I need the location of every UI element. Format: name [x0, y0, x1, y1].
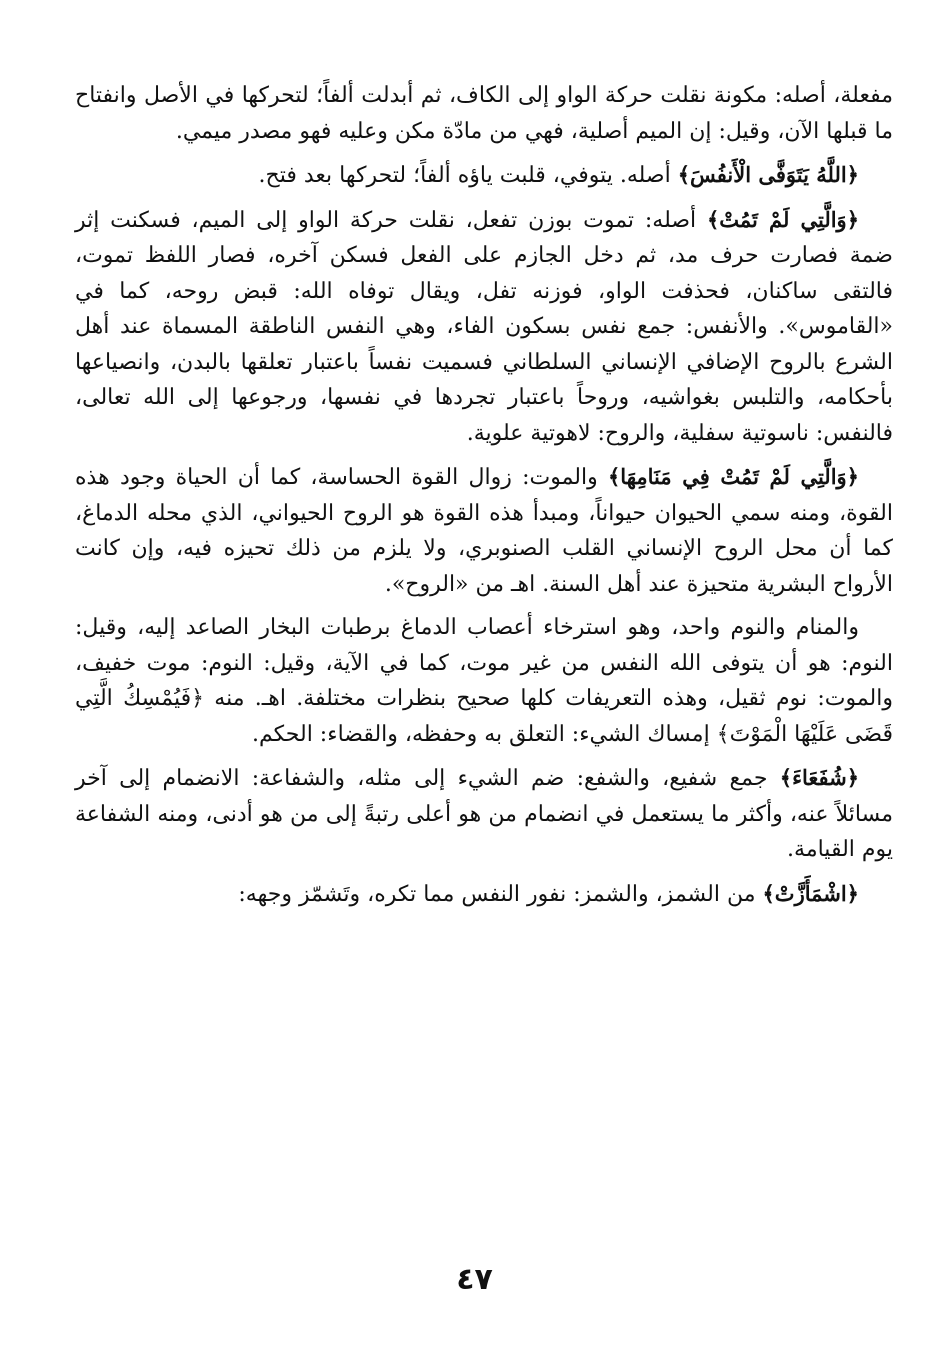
quran-verse: ﴿وَالَّتِي لَمْ تَمُتْ فِي مَنَامِهَا﴾	[608, 464, 859, 489]
quran-verse: ﴿اللَّهُ يَتَوَفَّى الْأَنفُسَ﴾	[677, 162, 859, 187]
paragraph-manamiha	[75, 459, 893, 602]
paragraph-text: أصله. يتوفي، قلبت ياؤه ألفاً؛ لتحركها بعد فتح.	[258, 163, 678, 188]
paragraph-text: والموت: زوال القوة الحساسة، كما أن الحياة وجود هذه القوة، ومنه سمي الحيوان حيواناً، ومبدأ هذه القوة هو الروح الحيواني، الذي محله الدماغ، كما أن محل الروح الإنساني القلب الصنوبري، ولا يلزم من ذلك تحيزه فيه، وإن كانت الأرواح البشرية متحيزة عند أهل السنة. اهـ من «الروح».	[75, 465, 893, 597]
paragraph-text: والمنام والنوم واحد، وهو استرخاء أعصاب الدماغ برطبات البخار الصاعد إليه، وقيل: النوم: هو أن يتوفى الله النفس من غير موت، كما في الآية، وقيل: النوم: موت خفيف، والموت: نوم ثقيل، وهذه التعريفات كلها صحيح بنظرات مختلفة. اهـ. منه ﴿فَيُمْسِكُ الَّتِي قَضَى عَلَيْهَا الْمَوْتَ﴾ إمساك الشيء: التعلق به وحفظه، والقضاء: الحكم.	[75, 615, 893, 747]
page-number: ٤٧	[456, 1262, 493, 1297]
paragraph-yatawaffa	[75, 157, 893, 194]
paragraph-text: أصله: تموت بوزن تفعل، نقلت حركة الواو إلى الميم، فسكنت إثر ضمة فصارت حرف مد، ثم دخل الجازم على الفعل فسكن آخره، فصار اللفظ تموت، فالتقى ساكنان، فحذفت الواو، فوزنه تفل، ويقال توفاه الله: قبض روحه، كما في «القاموس». والأنفس: جمع نفس بسكون الفاء، وهي النفس الناطقة المسماة عند أهل الشرع بالروح الإضافي الإنساني السلطاني فسميت نفساً باعتبار تعلقها بالبدن، وانصياعها بأحكامه، والتلبس بغواشيه، وروحاً باعتبار تجردها في نفسها، ورجوعها إلى الله تعالى، فالنفس: ناسوتية سفلية، والروح: لاهوتية علوية.	[75, 207, 894, 446]
paragraph-text: مفعلة، أصله: مكونة نقلت حركة الواو إلى الكاف، ثم أبدلت ألفاً؛ لتحركها في الأصل وانفتاح ما قبلها الآن، وقيل: إن الميم أصلية، فهي من مادّة مكن وعليه فهو مصدر ميمي.	[75, 83, 893, 144]
page-body	[75, 78, 893, 920]
paragraph-text: من الشمز، والشمز: نفور النفس مما تكره، وتَشمّز وجهه:	[238, 881, 763, 907]
paragraph-lam-tamut	[75, 202, 893, 452]
quran-verse: ﴿شُفَعَاءَ﴾	[779, 765, 859, 790]
paragraph-ishmaazzat	[75, 876, 893, 913]
paragraph-shufaa	[75, 760, 893, 868]
paragraph-mafala	[75, 78, 893, 149]
quran-verse: ﴿وَالَّتِي لَمْ تَمُتْ﴾	[706, 206, 859, 232]
quran-verse: ﴿اشْمَأَزَّتْ﴾	[762, 880, 859, 906]
paragraph-text: جمع شفيع، والشفع: ضم الشيء إلى مثله، والشفاعة: الانضمام إلى آخر مسائلاً عنه، وأكثر ما يستعمل في انضمام من هو أعلى رتبةً إلى من هو أدنى، ومنه الشفاعة يوم القيامة.	[75, 766, 893, 862]
paragraph-manam	[75, 610, 893, 752]
